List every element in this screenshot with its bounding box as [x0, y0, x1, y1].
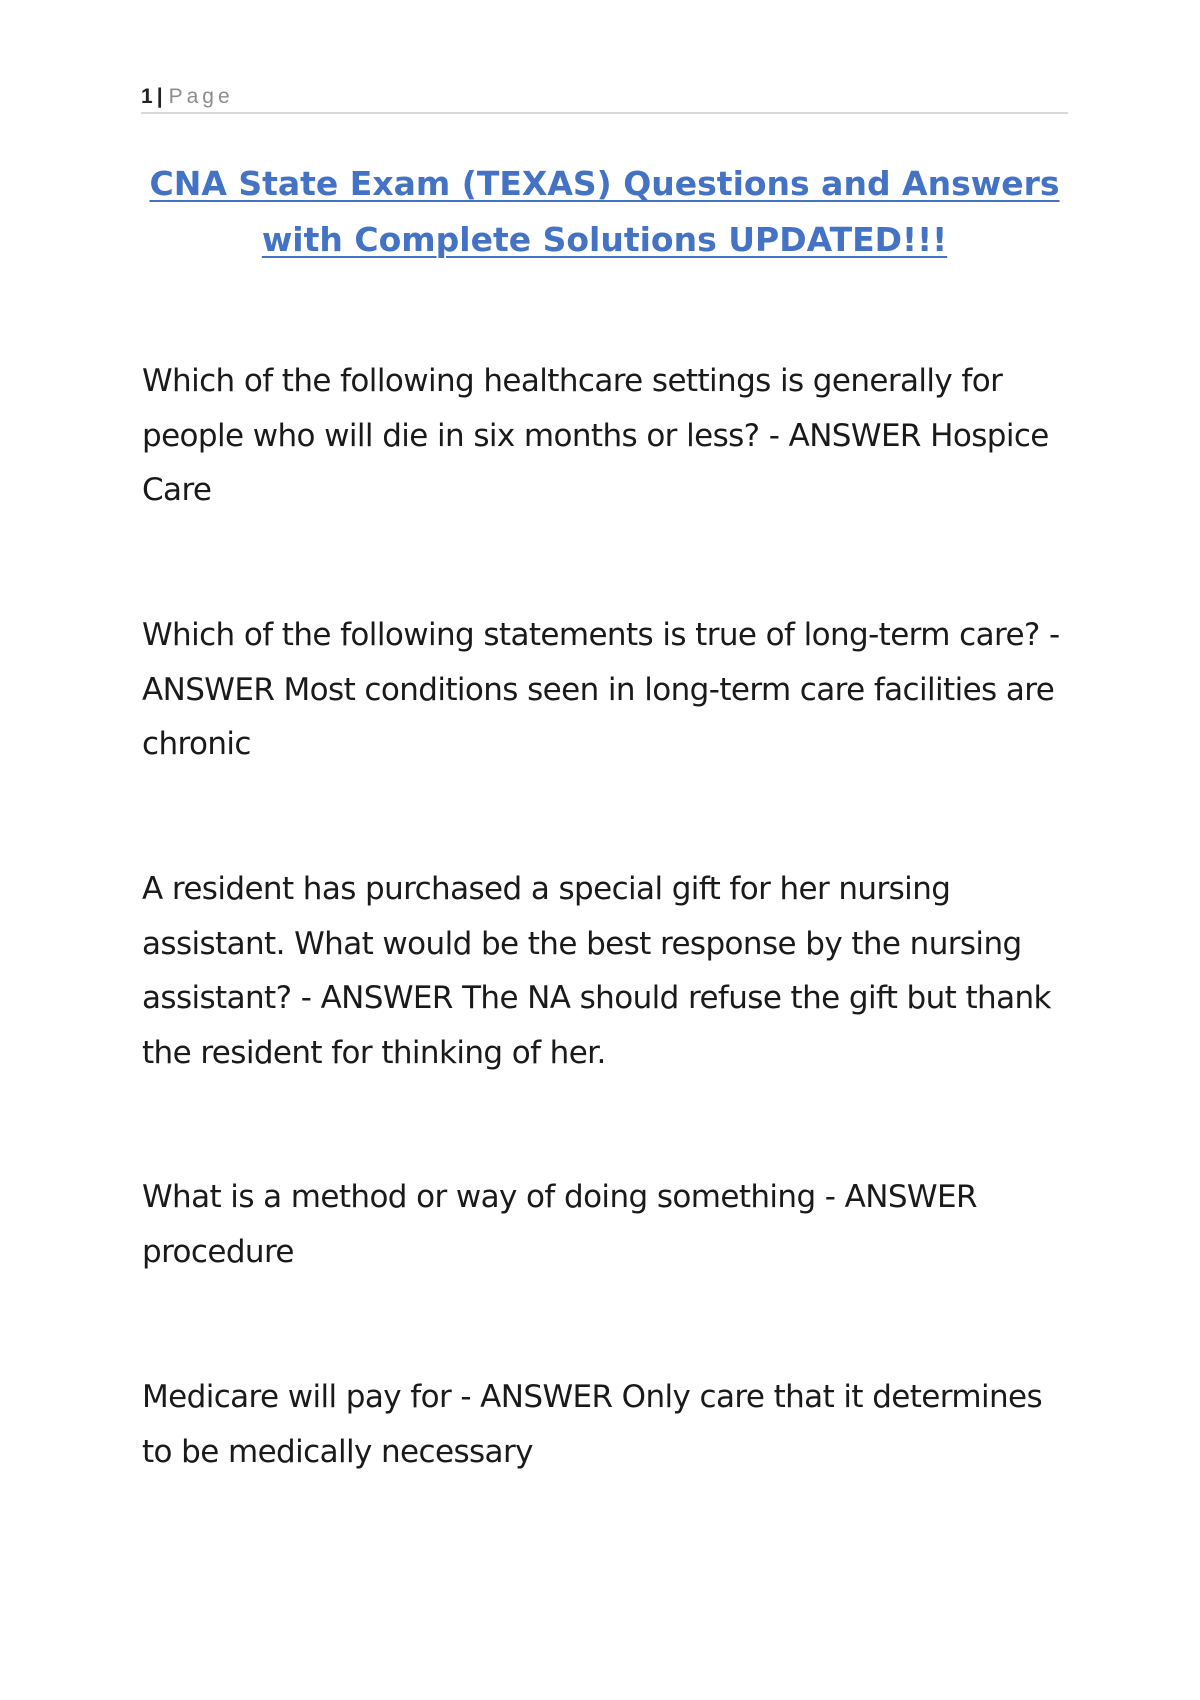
page-header	[141, 80, 1068, 114]
qa-item-1: Which of the following healthcare settings is generally for people who will die in six months or less? - ANSWER Hospice Care	[142, 363, 1049, 508]
qa-item-4: What is a method or way of doing something - ANSWER procedure	[142, 1179, 977, 1270]
page-label: Page	[168, 84, 234, 108]
page-number: 1	[141, 84, 153, 108]
qa-item-5: Medicare will pay for - ANSWER Only care that it determines to be medically necessary	[142, 1379, 1043, 1470]
title-line-1: CNA State Exam (TEXAS) Questions and Answers	[149, 164, 1060, 203]
qa-item-3: A resident has purchased a special gift for her nursing assistant. What would be the best response by the nursing assistant? - ANSWER The NA should refuse the gift but thank the resident for thinking of her.	[142, 871, 1051, 1071]
qa-item-2: Which of the following statements is true of long-term care? - ANSWER Most conditions seen in long-term care facilities are chronic	[142, 617, 1060, 762]
page-separator: |	[156, 84, 163, 108]
title-line-2: with Complete Solutions UPDATED!!!	[261, 220, 948, 259]
document-title	[141, 156, 1068, 268]
